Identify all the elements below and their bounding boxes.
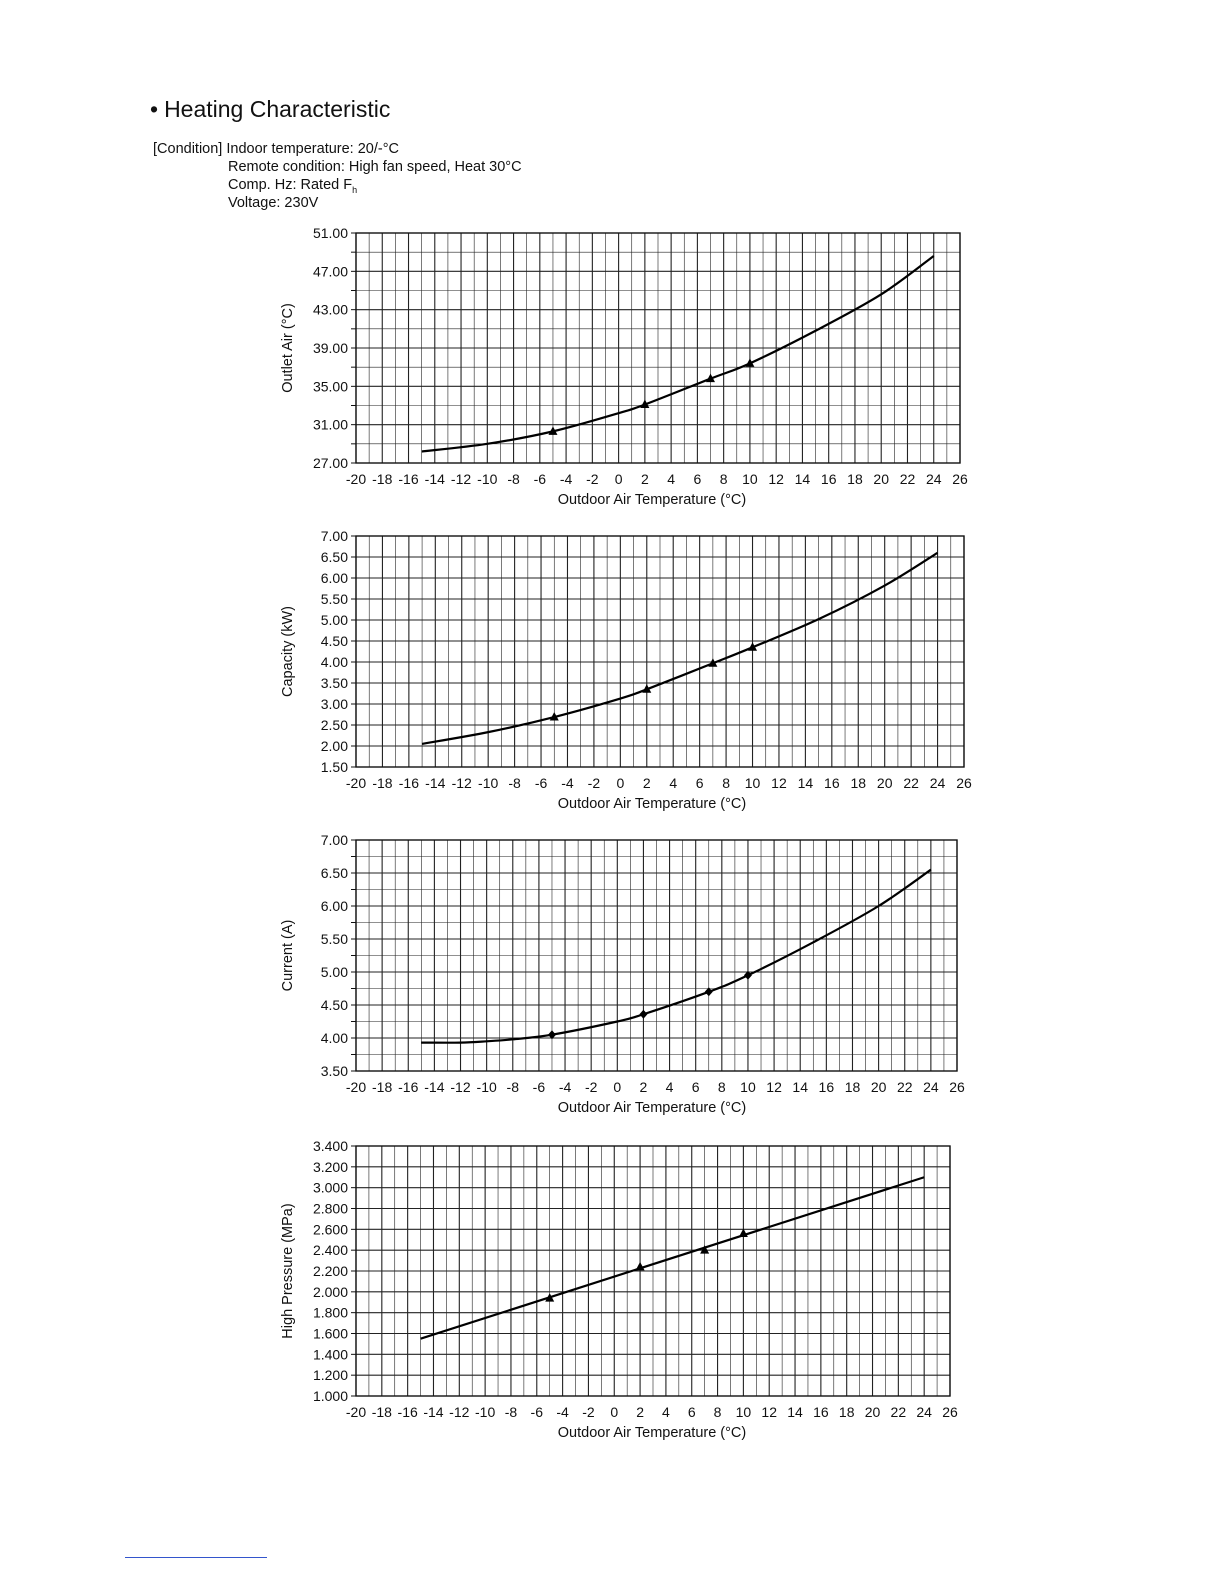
- x-tick-label: -2: [587, 775, 601, 791]
- series-line: [422, 553, 937, 744]
- series-line: [421, 1177, 925, 1338]
- x-tick-label: -4: [556, 1404, 569, 1420]
- x-tick-label: 22: [899, 471, 916, 487]
- x-tick-label: -12: [449, 1404, 470, 1420]
- x-tick-label: -18: [372, 471, 393, 487]
- condition-comp-hz-sub: h: [352, 184, 358, 195]
- y-axis-label: Current (A): [280, 919, 296, 992]
- y-tick-label: 4.00: [320, 1030, 348, 1046]
- x-tick-label: 22: [896, 1079, 913, 1095]
- x-tick-label: 26: [942, 1404, 958, 1420]
- x-tick-label: 14: [794, 471, 811, 487]
- y-tick-label: 3.000: [312, 1179, 348, 1196]
- x-tick-label: 12: [771, 775, 787, 791]
- chart-2: [280, 528, 972, 812]
- x-tick-label: -10: [476, 1079, 497, 1095]
- y-tick-label: 6.00: [320, 570, 348, 586]
- x-tick-label: 10: [735, 1404, 752, 1420]
- x-tick-label: 6: [687, 1404, 696, 1420]
- x-tick-label: 2: [636, 1404, 644, 1420]
- x-tick-label: 8: [713, 1404, 722, 1420]
- chart-1: [280, 225, 968, 508]
- x-tick-label: 2: [642, 775, 651, 791]
- x-tick-label: -12: [450, 1079, 471, 1095]
- x-tick-label: 26: [956, 775, 972, 791]
- x-tick-label: 14: [792, 1079, 809, 1095]
- x-tick-label: -16: [398, 471, 419, 487]
- x-axis-label: Outdoor Air Temperature (°C): [557, 492, 747, 508]
- y-tick-label: 3.50: [320, 675, 348, 691]
- x-tick-label: -10: [477, 471, 498, 487]
- x-tick-label: 22: [890, 1404, 907, 1420]
- y-tick-label: 1.600: [312, 1325, 348, 1342]
- y-tick-label: 4.00: [320, 654, 348, 670]
- x-tick-label: 6: [691, 1079, 700, 1095]
- y-tick-label: 5.00: [320, 964, 348, 980]
- x-tick-label: 24: [929, 775, 946, 791]
- x-tick-label: 26: [952, 471, 968, 487]
- y-tick-label: 3.200: [312, 1158, 348, 1175]
- x-tick-label: 12: [768, 471, 784, 487]
- x-tick-label: -16: [397, 1404, 418, 1420]
- x-tick-label: -4: [561, 775, 574, 791]
- y-tick-label: 6.50: [320, 549, 348, 565]
- x-tick-label: -6: [532, 1079, 546, 1095]
- y-tick-label: 2.50: [320, 717, 348, 733]
- x-tick-label: -18: [371, 1404, 392, 1420]
- x-tick-label: -16: [398, 1079, 419, 1095]
- data-point-marker: [639, 1010, 647, 1019]
- condition-comp-hz-text: Comp. Hz: Rated F: [228, 177, 353, 193]
- x-tick-label: 18: [847, 471, 863, 487]
- section-title: Heating Characteristic: [164, 96, 391, 122]
- x-tick-label: -6: [533, 471, 547, 487]
- data-point-marker: [636, 1262, 645, 1271]
- x-tick-label: 8: [717, 1079, 726, 1095]
- x-tick-label: 24: [923, 1079, 939, 1095]
- condition-remote: Remote condition: High fan speed, Heat 30°C: [228, 159, 522, 175]
- x-tick-label: -14: [424, 471, 445, 487]
- x-tick-label: 20: [864, 1404, 881, 1420]
- x-tick-label: -6: [530, 1404, 544, 1420]
- y-axis-label: Capacity (kW): [280, 605, 296, 698]
- x-tick-label: -20: [345, 1404, 367, 1420]
- x-tick-label: 0: [616, 775, 625, 791]
- x-tick-label: 16: [813, 1404, 829, 1420]
- y-tick-label: 3.00: [320, 696, 348, 712]
- x-tick-label: -10: [475, 1404, 496, 1420]
- x-tick-label: -18: [372, 775, 393, 791]
- x-tick-label: -20: [345, 775, 367, 791]
- x-tick-label: 18: [844, 1079, 861, 1095]
- x-tick-label: 14: [787, 1404, 803, 1420]
- x-tick-label: 0: [614, 471, 623, 487]
- x-tick-label: 4: [669, 775, 678, 791]
- x-tick-label: -2: [584, 1079, 598, 1095]
- x-tick-label: 16: [820, 471, 837, 487]
- y-tick-label: 7.00: [320, 832, 348, 848]
- x-tick-label: 0: [613, 1079, 622, 1095]
- y-tick-label: 27.00: [312, 455, 348, 471]
- x-tick-label: -12: [450, 471, 472, 487]
- x-tick-label: 26: [949, 1079, 965, 1095]
- x-tick-label: 8: [719, 471, 728, 487]
- x-tick-label: -4: [558, 1079, 572, 1095]
- y-tick-label: 7.00: [320, 528, 348, 544]
- x-tick-label: 4: [665, 1079, 674, 1095]
- x-tick-label: -20: [345, 1079, 367, 1095]
- condition-prefix: [Condition]: [153, 141, 223, 157]
- y-tick-label: 4.50: [320, 997, 348, 1013]
- x-tick-label: 8: [722, 775, 730, 791]
- y-axis-label: Outlet Air (°C): [280, 303, 296, 393]
- x-tick-label: -14: [424, 1079, 445, 1095]
- x-axis-label: Outdoor Air Temperature (°C): [557, 796, 747, 812]
- x-tick-label: -14: [423, 1404, 444, 1420]
- series-line: [421, 870, 931, 1043]
- x-tick-label: -2: [582, 1404, 595, 1420]
- x-tick-label: 4: [662, 1404, 670, 1420]
- condition-voltage: Voltage: 230V: [228, 195, 319, 211]
- x-tick-label: 20: [876, 775, 893, 791]
- x-tick-label: 10: [740, 1079, 756, 1095]
- x-tick-label: -18: [372, 1079, 393, 1095]
- x-tick-label: 10: [742, 471, 758, 487]
- x-tick-label: 24: [925, 471, 942, 487]
- y-tick-label: 1.000: [312, 1388, 348, 1404]
- x-tick-label: 10: [744, 775, 761, 791]
- x-tick-label: -8: [504, 1404, 518, 1420]
- y-tick-label: 5.50: [320, 591, 348, 607]
- y-tick-label: 35.00: [312, 378, 348, 395]
- x-tick-label: 0: [610, 1404, 619, 1420]
- y-tick-label: 31.00: [312, 416, 348, 433]
- y-tick-label: 1.800: [312, 1304, 348, 1321]
- x-tick-label: -10: [478, 775, 499, 791]
- footer-rule: [125, 1557, 267, 1558]
- x-tick-label: 22: [903, 775, 919, 791]
- y-tick-label: 1.400: [312, 1346, 348, 1363]
- chart-3: [280, 832, 965, 1116]
- y-tick-label: 3.400: [312, 1138, 348, 1154]
- x-tick-label: -8: [507, 471, 520, 487]
- x-tick-label: -2: [586, 471, 599, 487]
- y-tick-label: 39.00: [312, 340, 348, 356]
- x-tick-label: -14: [425, 775, 446, 791]
- bullet-icon: •: [150, 96, 159, 122]
- x-tick-label: 20: [870, 1079, 887, 1095]
- x-tick-label: -20: [345, 471, 367, 487]
- x-tick-label: 4: [667, 471, 676, 487]
- x-tick-label: -16: [398, 775, 419, 791]
- x-tick-label: 6: [695, 775, 704, 791]
- y-tick-label: 51.00: [312, 225, 348, 241]
- x-tick-label: 12: [761, 1404, 778, 1420]
- y-tick-label: 1.200: [312, 1367, 348, 1384]
- x-tick-label: 14: [797, 775, 814, 791]
- y-tick-label: 2.000: [312, 1283, 348, 1300]
- x-tick-label: 16: [818, 1079, 835, 1095]
- y-tick-label: 2.00: [320, 738, 348, 754]
- x-tick-label: 20: [873, 471, 890, 487]
- x-axis-label: Outdoor Air Temperature (°C): [557, 1100, 747, 1116]
- condition-indoor-temp: Indoor temperature: 20/-°C: [226, 141, 399, 157]
- x-tick-label: 12: [766, 1079, 782, 1095]
- x-tick-label: -8: [506, 1079, 520, 1095]
- x-tick-label: 18: [850, 775, 867, 791]
- y-tick-label: 2.800: [312, 1200, 348, 1217]
- y-tick-label: 47.00: [312, 263, 348, 280]
- series-line: [422, 256, 934, 452]
- y-tick-label: 6.00: [320, 898, 348, 914]
- x-tick-label: 16: [824, 775, 840, 791]
- y-tick-label: 2.400: [312, 1242, 348, 1259]
- y-tick-label: 4.50: [320, 633, 348, 649]
- y-tick-label: 6.50: [320, 865, 348, 881]
- y-tick-label: 5.50: [320, 931, 348, 947]
- x-tick-label: 6: [693, 471, 702, 487]
- y-tick-label: 43.00: [312, 301, 348, 318]
- x-tick-label: 2: [639, 1079, 648, 1095]
- x-tick-label: 2: [640, 471, 649, 487]
- x-axis-label: Outdoor Air Temperature (°C): [557, 1425, 747, 1441]
- x-tick-label: -4: [559, 471, 573, 487]
- y-tick-label: 3.50: [320, 1063, 348, 1079]
- chart-4: [280, 1138, 958, 1441]
- y-tick-label: 1.50: [320, 759, 348, 775]
- x-tick-label: 24: [916, 1404, 932, 1420]
- y-axis-label: High Pressure (MPa): [280, 1203, 296, 1339]
- x-tick-label: 18: [838, 1404, 855, 1420]
- y-tick-label: 5.00: [320, 612, 348, 628]
- x-tick-label: -8: [508, 775, 521, 791]
- x-tick-label: -6: [534, 775, 548, 791]
- x-tick-label: -12: [451, 775, 472, 791]
- y-tick-label: 2.200: [312, 1263, 348, 1279]
- y-tick-label: 2.600: [312, 1221, 348, 1238]
